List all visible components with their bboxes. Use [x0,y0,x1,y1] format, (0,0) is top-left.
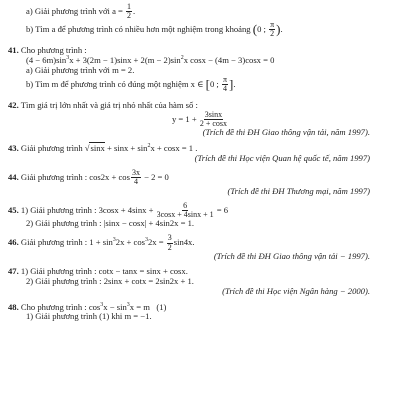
fraction: $\frac{1}{2}$ [127,2,132,21]
source-44: (Trích đề thi ĐH Thương mại, năm 1997) [227,185,370,196]
problem-41: 41. Cho phương trình : [8,44,87,55]
problem-45-1: 45. 1) Giải phương trình : 3cosx + 4sinx + $\frac{6}{3\cos x + 4\sin x + 1}$ = 6 [8,200,229,220]
problem-48-1: 1) Giải phương trình (1) khi m = −1. [26,311,152,322]
problem-47-2: 2) Giải phương trình : 2sinx + cotx = 2sin2x + 1. [26,275,194,286]
problem-41b: b) Tìm m để phương trình có đúng một nghiệm x ∈ [0 ; $\frac{\pi}{4}$ ]. [26,75,236,94]
source-47: (Trích đề thi Học viện Ngân hàng − 2000). [222,285,370,296]
problem-45-2: 2) Giải phương trình : |sinx − cosx| + 4sin2x = 1. [26,218,195,229]
source-42: (Trích đề thi ĐH Giao thông vận tải, năm 1997). [202,127,370,138]
source-46: (Trích đề thi ĐH Giao thông vận tải − 1997). [213,251,370,262]
problem-42: 42. Tìm giá trị lớn nhất và giá trị nhỏ nhất của hàm số : [8,99,198,110]
problem-41-equation: $(4 - 6m)\sin^3x + 3(2m - 1)\sin x + 2(m - 2)\sin^2x$ cosx − (4m − 3)cosx = 0 [26,55,275,66]
problem-41a: a) Giải phương trình với m = 2. [26,65,135,76]
problem-42-function: y = 1 + $\frac{3\sin x}{2 + \cos x}$ [171,109,228,129]
problem-44: 44. Giải phương trình : cos2x + cos $\frac{3x}{4}$ − 2 = 0 [8,167,169,187]
problem-40b: b) Tìm a để phương trình có nhiều hơn một nghiệm trong khoảng (0 ; $\frac{\pi}{2}$ ). [26,19,283,39]
problem-47-1: 47. 1) Giải phương trình : cotx − tanx = sinx + cosx. [8,265,188,276]
problem-40a: a) Giải phương trình với a = $\frac{1}{2}$ . [26,2,136,21]
problem-43: 43. Giải phương trình $√\sin x + \sin x + \sin^2x + \cos x = 1$ . [8,143,198,154]
problem-46: 46. Giải phương trình : $1 + \sin^32x + \cos^32x$ = $\frac{3}{2}$ sin4x. [8,233,195,252]
source-43: (Trích đề thi Học viện Quan hệ quốc tế, năm 1997) [194,153,370,164]
problem-48: 48. Cho phương trình : $\cos^3x - \sin^3x = m$ (1) [8,301,167,312]
